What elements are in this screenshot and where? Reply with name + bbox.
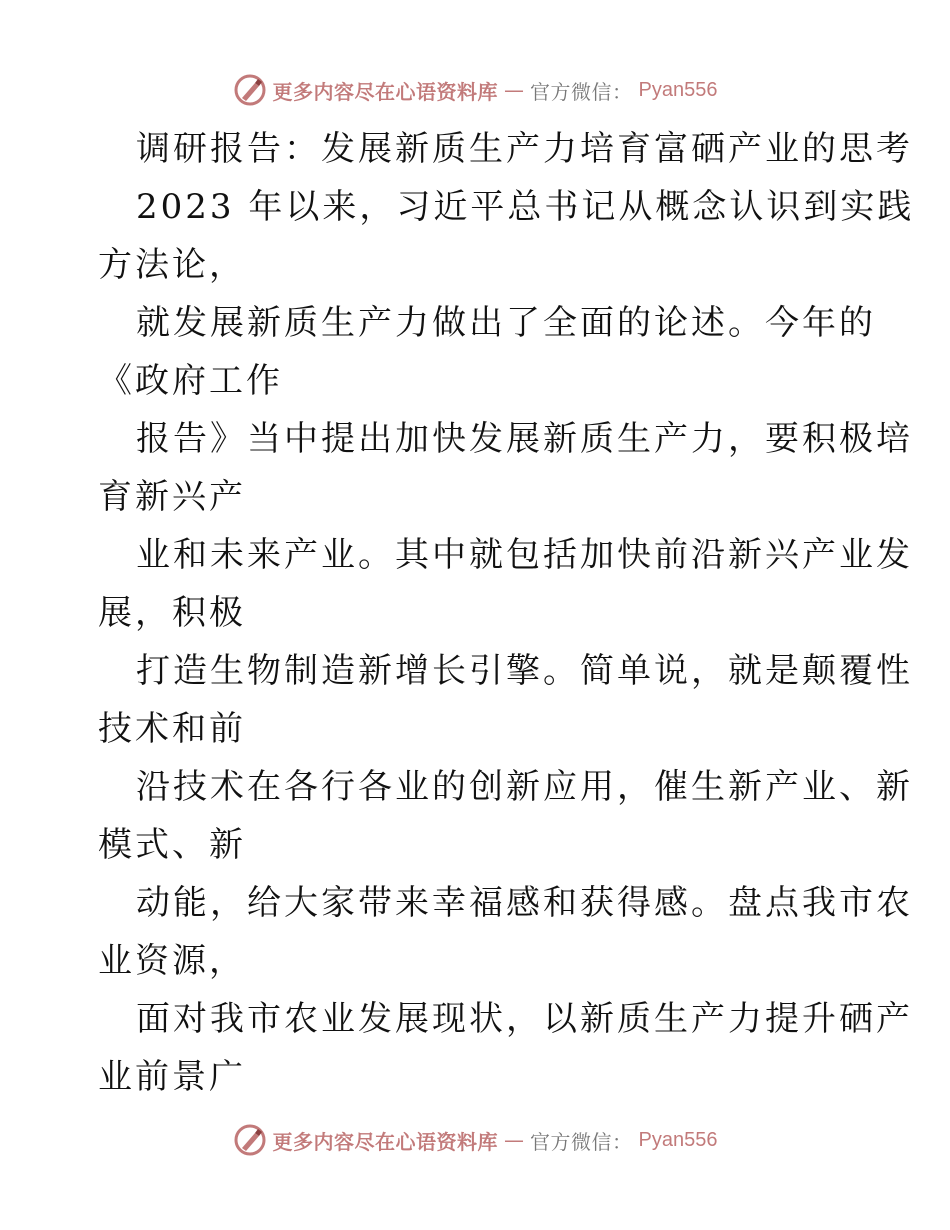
text-line: 报告》当中提出加快发展新质生产力，要积极培 <box>136 419 913 459</box>
text-line: 业前景广 <box>98 1057 246 1097</box>
text-line: 展，积极 <box>98 593 246 633</box>
text-line: 育新兴产 <box>98 477 246 517</box>
watermark-wechat-id: Pyan556 <box>638 78 718 101</box>
text-line: 方法论， <box>98 245 246 285</box>
text-line: 面对我市农业发展现状，以新质生产力提升硒产 <box>136 999 913 1039</box>
text-line: 沿技术在各行各业的创新应用，催生新产业、新 <box>136 767 913 807</box>
pen-circle-logo-icon <box>233 1123 267 1157</box>
text-line: 2023 年以来，习近平总书记从概念认识到实践 <box>136 187 915 227</box>
text-line: 打造生物制造新增长引擎。简单说，就是颠覆性 <box>136 651 913 691</box>
watermark-wechat-id: Pyan556 <box>638 1128 718 1151</box>
header-watermark <box>0 70 950 110</box>
text-line: 技术和前 <box>98 709 246 749</box>
text-line: 动能，给大家带来幸福感和获得感。盘点我市农 <box>136 883 913 923</box>
pen-circle-logo-icon <box>233 73 267 107</box>
document-body <box>98 120 915 1106</box>
watermark-dash: — <box>504 78 525 102</box>
watermark-brand-text: 更多内容尽在心语资料库 <box>272 79 499 104</box>
footer-watermark <box>0 1120 950 1160</box>
text-line: 业和未来产业。其中就包括加快前沿新兴产业发 <box>136 535 913 575</box>
watermark-dash: — <box>504 1128 525 1152</box>
text-line: 业资源， <box>98 941 246 981</box>
text-line: 就发展新质生产力做出了全面的论述。今年的 <box>136 303 876 343</box>
watermark-official-label: 官方微信： <box>530 1129 633 1154</box>
text-line: 《政府工作 <box>98 361 283 401</box>
watermark-official-label: 官方微信： <box>530 79 633 104</box>
watermark-brand-text: 更多内容尽在心语资料库 <box>272 1129 499 1154</box>
text-line: 模式、新 <box>98 825 246 865</box>
document-title: 调研报告：发展新质生产力培育富硒产业的思考 <box>136 129 913 169</box>
